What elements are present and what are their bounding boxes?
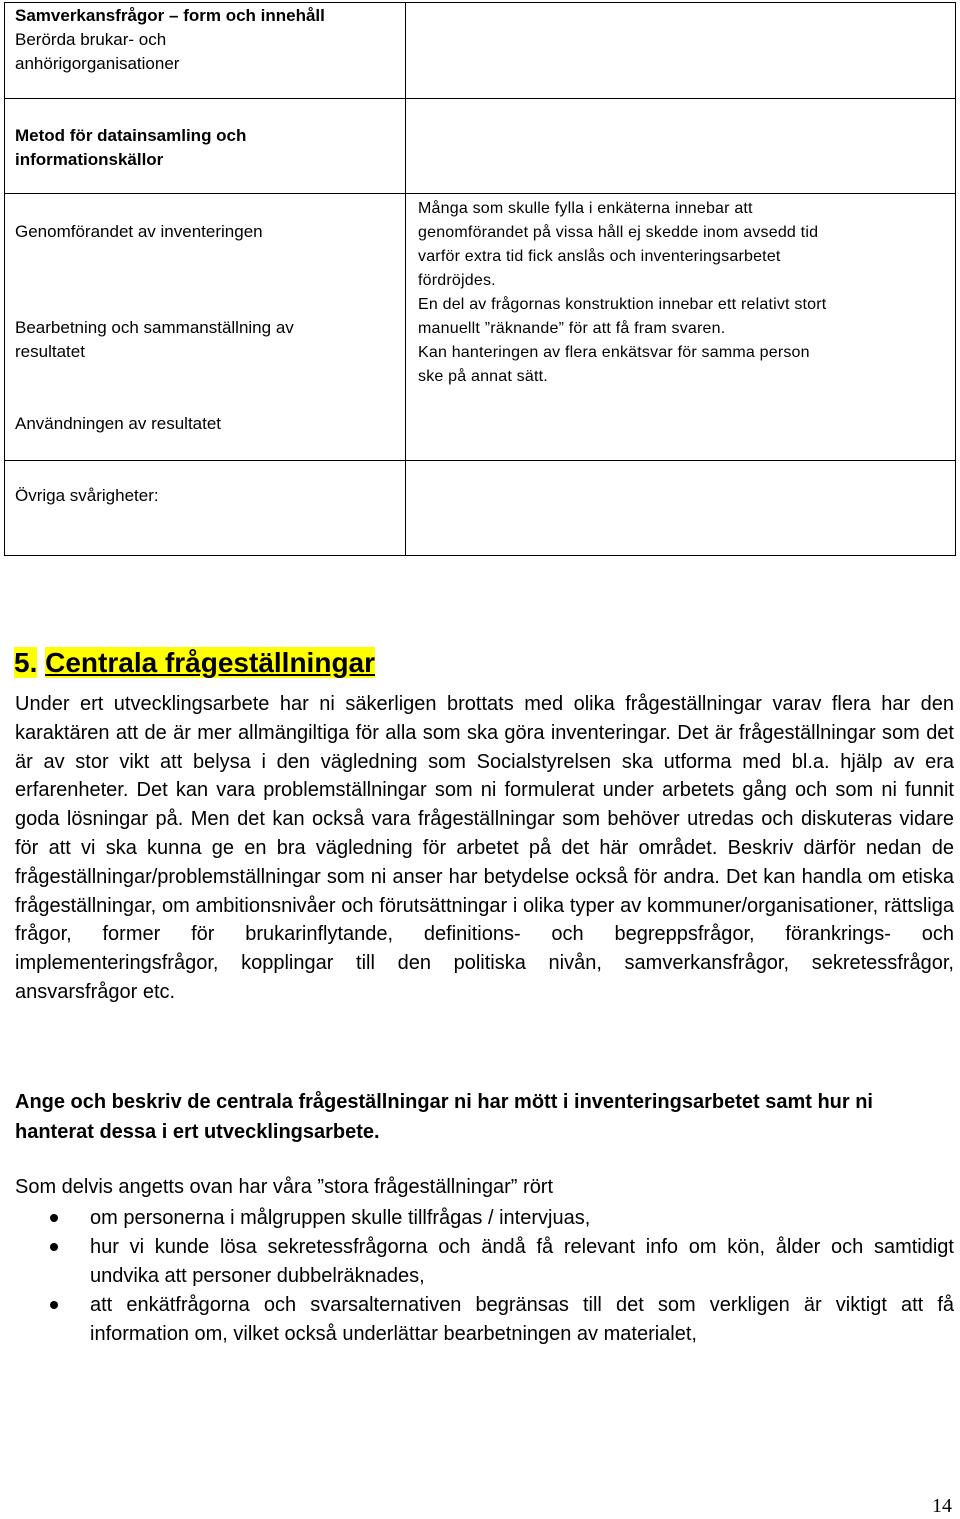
- answer-line: En del av frågornas konstruktion innebar ett relativt stort: [418, 296, 827, 313]
- list-item-text: att enkätfrågorna och svarsalternativen begränsas till det som verkligen är viktigt att få information om, vilket också underlättar bearbetningen av materialet,: [90, 1294, 954, 1345]
- list-item-text: hur vi kunde lösa sekretessfrågorna och ändå få relevant info om kön, ålder och samtidigt undvika att personer dubbelräknades,: [90, 1236, 954, 1287]
- answer-line: manuellt ”räknande” för att få fram svaren.: [418, 320, 726, 337]
- bullet-icon: [50, 1301, 58, 1309]
- answer-line: Kan hanteringen av flera enkätsvar för samma person: [418, 344, 810, 361]
- cell-samverkansfragor-line: Berörda brukar- och: [15, 30, 167, 49]
- answer-line: varför extra tid fick anslås och inventeringsarbetet: [418, 248, 781, 265]
- row-divider: [4, 193, 956, 194]
- row-divider: [4, 460, 956, 461]
- list-item: [0, 1233, 960, 1291]
- table-border-left: [4, 2, 5, 556]
- bullet-icon: [50, 1214, 58, 1222]
- column-divider: [405, 2, 406, 556]
- answer-line: genomförandet på vissa håll ej skedde inom avsedd tid: [418, 224, 819, 241]
- cell-anvandningen: Användningen av resultatet: [15, 414, 222, 433]
- cell-bearbetning: resultatet: [15, 342, 85, 361]
- table-border-bottom: [4, 555, 956, 556]
- page-number: 14: [932, 1495, 952, 1517]
- cell-ovriga-svarigheter: Övriga svårigheter:: [15, 486, 159, 505]
- cell-metod-heading: Metod för datainsamling och: [15, 126, 247, 145]
- answer-line: ske på annat sätt.: [418, 368, 548, 385]
- section-instruction: Ange och beskriv de centrala frågeställningar ni har mött i inventeringsarbetet samt hur ni hanterat dessa i ert utvecklingsarbete.: [15, 1091, 873, 1143]
- list-item-text: om personerna i målgruppen skulle tillfrågas / intervjuas,: [90, 1207, 591, 1229]
- cell-samverkansfragor-heading: Samverkansfrågor – form och innehåll: [15, 6, 325, 25]
- row-divider: [4, 98, 956, 99]
- answer-lead: Som delvis angetts ovan har våra ”stora frågeställningar” rört: [15, 1176, 554, 1198]
- section-title: Centrala frågeställningar: [45, 647, 376, 678]
- list-item: [0, 1291, 960, 1349]
- table-border-right: [955, 2, 956, 556]
- list-item: [0, 1204, 960, 1233]
- section-number: 5.: [14, 647, 38, 678]
- cell-bearbetning: Bearbetning och sammanställning av: [15, 318, 294, 337]
- answer-line: fördröjdes.: [418, 272, 496, 289]
- table-border-top: [4, 2, 956, 3]
- bullet-icon: [50, 1243, 58, 1251]
- answer-bullet-list: [0, 1204, 960, 1349]
- answer-line: Många som skulle fylla i enkäterna innebar att: [418, 200, 753, 217]
- cell-samverkansfragor-line: anhörigorganisationer: [15, 54, 180, 73]
- section-paragraph: Under ert utvecklingsarbete har ni säkerligen brottats med olika frågeställningar varav flera har den karaktären att de är mer allmängiltiga för alla som ska göra inventeringar. Det är frågeställningar som det är av stor vikt att belysa i den vägledning som Socialstyrelsen ska utforma med bl.a. hjälp av era erfarenheter. Det kan vara problemställningar som ni formulerat under arbetets gång och som ni funnit goda lösningar på. Men det kan också vara frågeställningar som behöver utredas och diskuteras vidare för att vi ska kunna ge en bra vägledning för arbetet på det här området. Beskriv därför nedan de frågeställningar/problemställningar som ni anser har betydelse också för andra. Det kan handla om etiska frågeställningar, om ambitionsnivåer och förutsättningar i olika typer av kommuner/organisationer, rättsliga frågor, former för brukarinflytande, definitions- och begreppsfrågor, förankrings- och implementeringsfrågor, kopplingar till den politiska nivån, samverkansfrågor, sekretessfrågor, ansvarsfrågor etc.: [15, 693, 954, 1003]
- section-heading: [14, 645, 375, 681]
- cell-genomforandet: Genomförandet av inventeringen: [15, 222, 263, 241]
- cell-metod-heading: informationskällor: [15, 150, 164, 169]
